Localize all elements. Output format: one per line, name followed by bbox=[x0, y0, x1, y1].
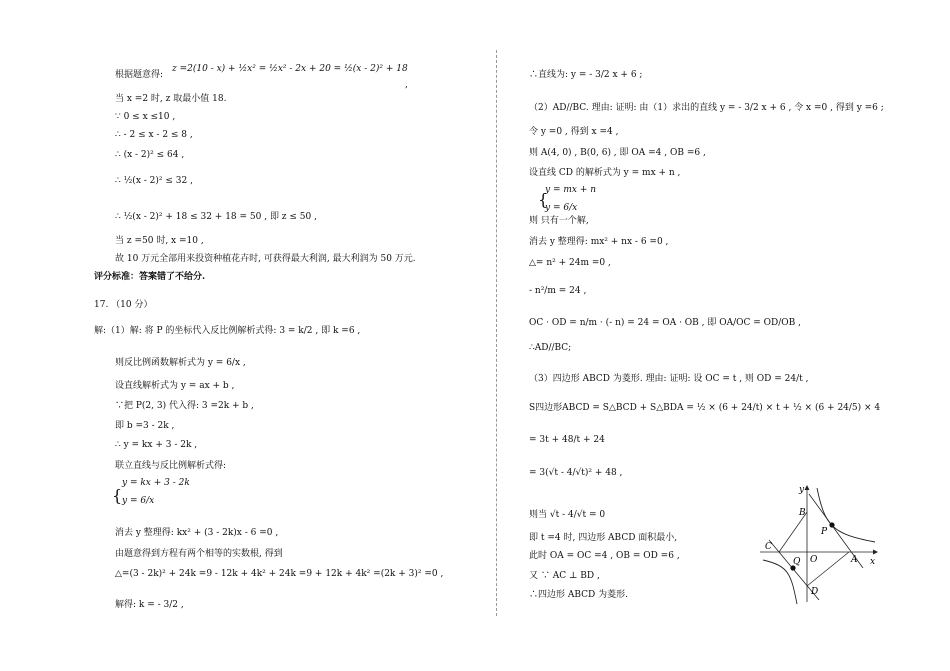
text-line: 设直线 CD 的解析式为 y = mx + n , bbox=[529, 168, 681, 178]
text-line: 由题意得到方程有两个相等的实数根, 得到 bbox=[115, 549, 283, 559]
text-line: 则当 √t - 4/√t = 0 bbox=[529, 510, 606, 520]
text-line: ∴直线为: y = - 3/2 x + 6 ; bbox=[529, 70, 643, 80]
brace: { bbox=[538, 190, 549, 209]
coordinate-figure bbox=[755, 482, 880, 607]
formula-line: z =2(10 - x) + ½x² = ½x² - 2x + 20 = ½(x - 2)² + 18 bbox=[172, 64, 408, 74]
system-eq: y = kx + 3 - 2k bbox=[122, 478, 190, 488]
text-line: 联立直线与反比例解析式得: bbox=[115, 461, 227, 471]
y-axis-arrow-icon bbox=[805, 485, 810, 490]
label-B: B bbox=[799, 508, 806, 518]
label-A: A bbox=[851, 555, 858, 565]
label-O: O bbox=[810, 555, 818, 565]
text-line: ∵ 0 ≤ x ≤10 , bbox=[115, 112, 176, 122]
label-P: P bbox=[821, 527, 828, 537]
text-line: , bbox=[405, 80, 408, 90]
label-D: D bbox=[811, 587, 819, 597]
x-axis-arrow-icon bbox=[873, 550, 878, 555]
text-line: （3）四边形 ABCD 为菱形. 理由: 证明: 设 OC = t , 则 OD = 24/t , bbox=[529, 374, 809, 384]
text-line: S四边形ABCD = S△BCD + S△BDA = ½ × (6 + 24/t) × t + ½ × (6 + 24/5) × 4 bbox=[529, 403, 881, 413]
brace: { bbox=[112, 486, 123, 505]
text-line: 设直线解析式为 y = ax + b , bbox=[115, 381, 235, 391]
question-number: 17. （10 分） bbox=[94, 300, 153, 310]
text-line: 此时 OA = OC =4 , OB = OD =6 , bbox=[529, 551, 680, 561]
text-line: 即 t =4 时, 四边形 ABCD 面积最小, bbox=[529, 533, 678, 543]
text-line: ∴AD//BC; bbox=[529, 343, 572, 353]
text-line: 令 y =0 , 得到 x =4 , bbox=[529, 127, 619, 137]
text-line: ∴ (x - 2)² ≤ 64 , bbox=[115, 150, 185, 160]
point-P bbox=[829, 522, 834, 527]
text-line: 又 ∵ AC ⊥ BD , bbox=[529, 571, 600, 581]
text-line: ∴ ½(x - 2)² ≤ 32 , bbox=[115, 176, 193, 186]
text-line: 解:（1）解: 将 P 的坐标代入反比例解析式得: 3 = k/2 , 即 k =6 , bbox=[94, 326, 361, 336]
x-axis-label: x bbox=[870, 557, 876, 567]
text-line: ∴ y = kx + 3 - 2k , bbox=[115, 440, 198, 450]
text-line: 当 x =2 时, z 取最小值 18. bbox=[115, 94, 227, 104]
text-line: △= n² + 24m =0 , bbox=[529, 258, 611, 268]
label-Q: Q bbox=[793, 557, 801, 567]
text-line: ∵把 P(2, 3) 代入得: 3 =2k + b , bbox=[115, 401, 254, 411]
column-divider bbox=[496, 50, 497, 616]
text-line: 消去 y 整理得: kx² + (3 - 2k)x - 6 =0 , bbox=[115, 528, 279, 538]
text-line: △=(3 - 2k)² + 24k =9 - 12k + 4k² + 24k =9 + 12k + 4k² =(2k + 3)² =0 , bbox=[115, 569, 444, 579]
text-line: 故 10 万元全部用来投资种植花卉时, 可获得最大利润, 最大利润为 50 万元. bbox=[115, 254, 416, 264]
text-line: 消去 y 整理得: mx² + nx - 6 =0 , bbox=[529, 237, 669, 247]
text-line: ∴四边形 ABCD 为菱形. bbox=[529, 590, 628, 600]
text-line: 当 z =50 时, x =10 , bbox=[115, 236, 204, 246]
text-line: 则 只有一个解, bbox=[529, 216, 589, 226]
text-line: 根据题意得: bbox=[115, 70, 164, 80]
system-eq: y = 6/x bbox=[545, 203, 578, 213]
grading-note: 评分标准：答案错了不给分. bbox=[94, 272, 206, 282]
text-line: = 3(√t - 4/√t)² + 48 , bbox=[529, 468, 623, 478]
system-eq: y = 6/x bbox=[122, 496, 155, 506]
text-line: （2）AD//BC. 理由: 证明: 由（1）求出的直线 y = - 3/2 x + 6 , 令 x =0 , 得到 y =6 ; bbox=[529, 103, 884, 113]
text-line: = 3t + 48/t + 24 bbox=[529, 435, 605, 445]
text-line: OC · OD = n/m · (- n) = 24 = OA · OB , 即 OA/OC = OD/OB , bbox=[529, 318, 802, 328]
y-axis-label: y bbox=[799, 485, 805, 495]
label-C: C bbox=[765, 542, 772, 552]
text-line: 则 A(4, 0) , B(0, 6) , 即 OA =4 , OB =6 , bbox=[529, 148, 706, 158]
text-line: ∴ ½(x - 2)² + 18 ≤ 32 + 18 = 50 , 即 z ≤ 50 , bbox=[115, 212, 317, 222]
text-line: ∴ - 2 ≤ x - 2 ≤ 8 , bbox=[115, 130, 193, 140]
text-line: - n²/m = 24 , bbox=[529, 286, 587, 296]
text-line: 即 b =3 - 2k , bbox=[115, 421, 175, 431]
text-line: 解得: k = - 3/2 , bbox=[115, 600, 184, 610]
segment-BC bbox=[779, 512, 807, 552]
system-eq: y = mx + n bbox=[545, 185, 597, 195]
text-line: 则反比例函数解析式为 y = 6/x , bbox=[115, 358, 246, 368]
